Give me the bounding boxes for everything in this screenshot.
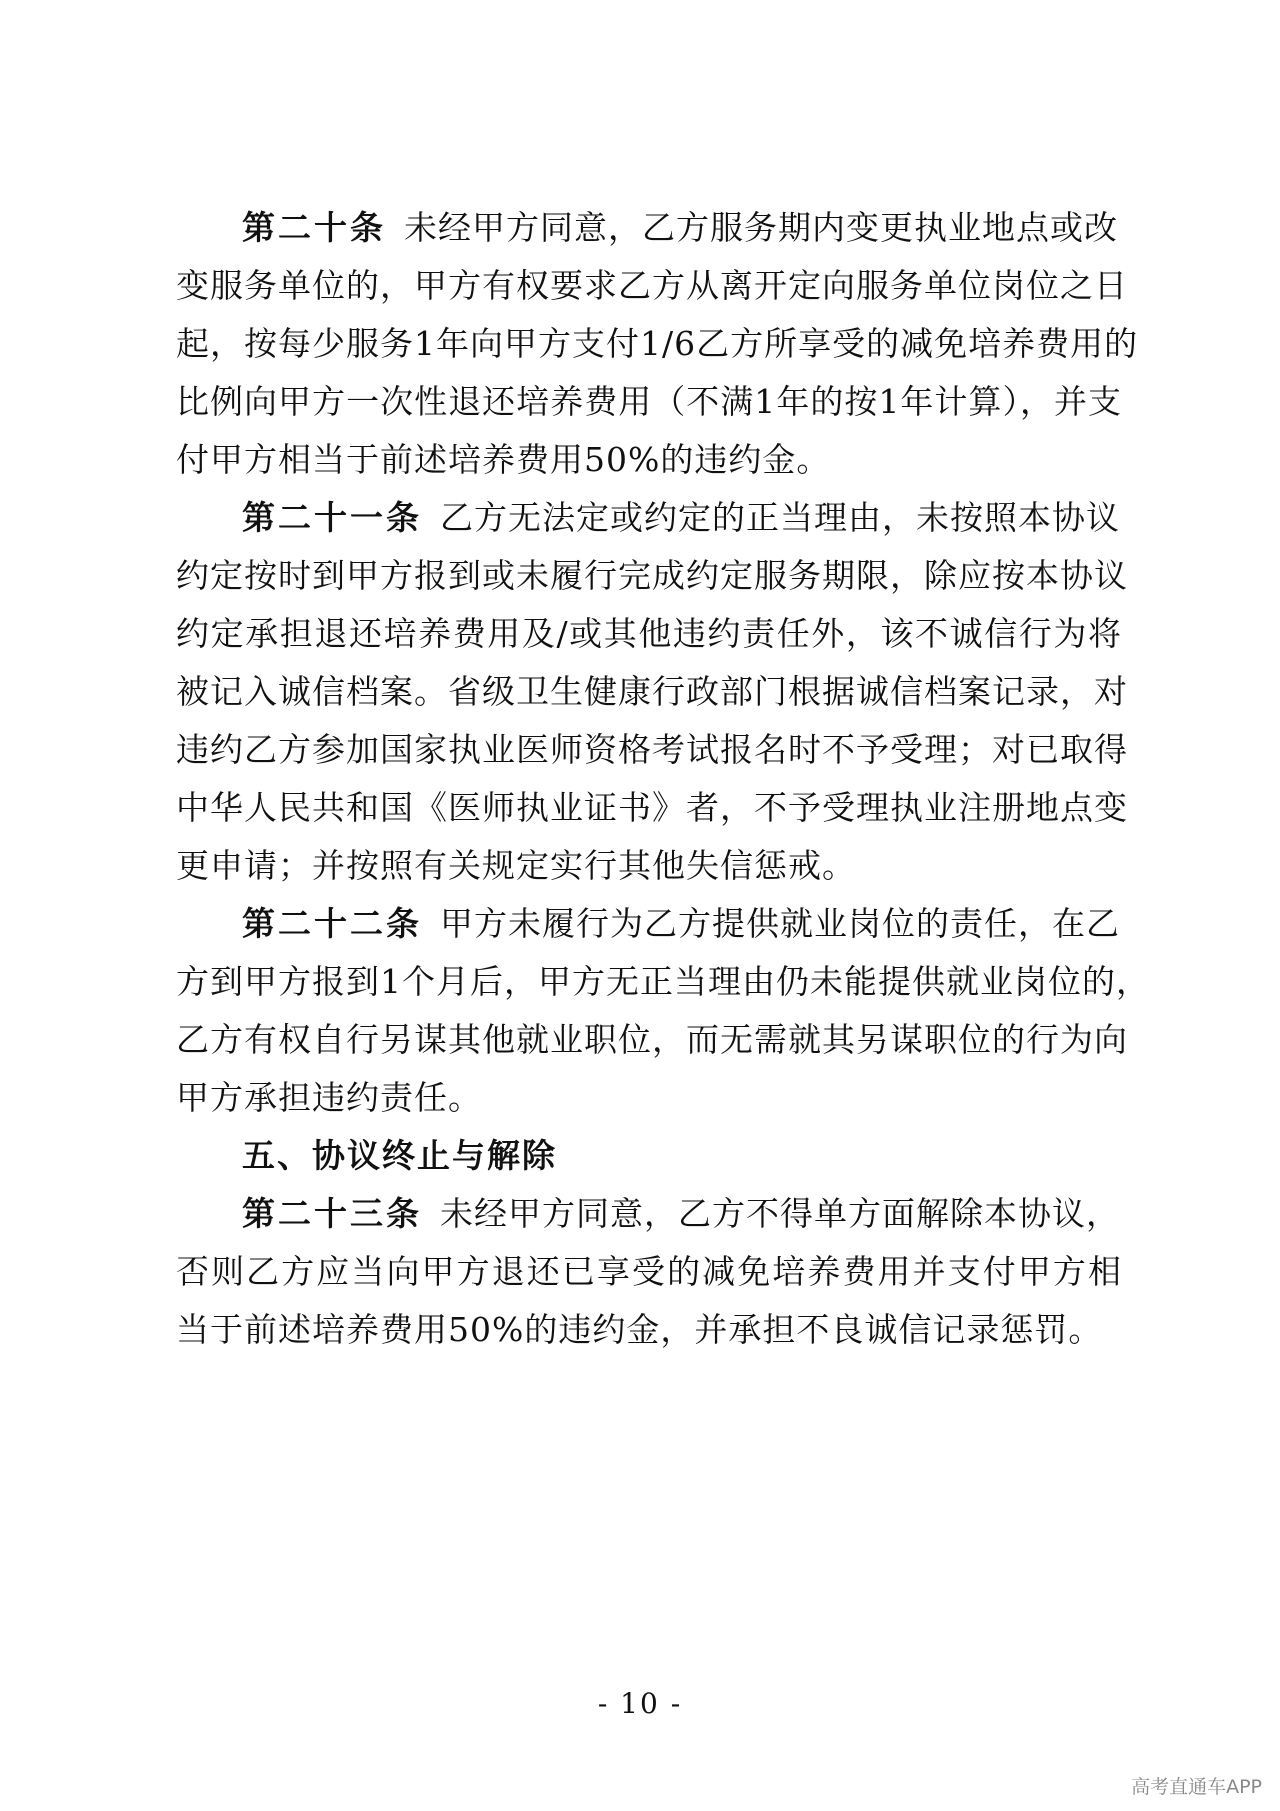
article-21-first-line	[242, 498, 1122, 538]
document-line: 被记入诚信档案。省级卫生健康行政部门根据诚信档案记录，对	[176, 672, 1128, 711]
section-heading: 五、协议终止与解除	[242, 1136, 557, 1175]
document-line: 方到甲方报到1个月后，甲方无正当理由仍未能提供就业岗位的，	[176, 962, 1150, 1001]
article-20-label: 第二十条	[242, 208, 386, 247]
article-20-first-line	[242, 208, 1122, 248]
article-22-text: 甲方未履行为乙方提供就业岗位的责任，在乙	[440, 904, 1120, 943]
document-line: 约定按时到甲方报到或未履行完成约定服务期限，除应按本协议	[176, 556, 1128, 595]
document-line: 违约乙方参加国家执业医师资格考试报名时不予受理；对已取得	[176, 730, 1128, 769]
article-23-first-line	[242, 1194, 1122, 1234]
document-line: 起，按每少服务1年向甲方支付1/6乙方所享受的减免培养费用的	[176, 324, 1139, 363]
document-line: 当于前述培养费用50%的违约金，并承担不良诚信记录惩罚。	[176, 1310, 1103, 1349]
article-22-first-line	[242, 904, 1122, 944]
document-line: 甲方承担违约责任。	[176, 1078, 482, 1117]
document-line: 更申请；并按照有关规定实行其他失信惩戒。	[176, 846, 856, 885]
watermark: 高考直通车APP	[1131, 1776, 1262, 1798]
document-line: 否则乙方应当向甲方退还已享受的减免培养费用并支付甲方相	[176, 1252, 1122, 1291]
document-line: 约定承担退还培养费用及/或其他违约责任外，该不诚信行为将	[176, 614, 1122, 653]
document-line: 中华人民共和国《医师执业证书》者，不予受理执业注册地点变	[176, 788, 1128, 827]
document-line: 乙方有权自行另谋其他就业职位，而无需就其另谋职位的行为向	[176, 1020, 1128, 1059]
page-number: - 10 -	[597, 1687, 683, 1720]
article-21-text: 乙方无法定或约定的正当理由，未按照本协议	[440, 498, 1120, 537]
document-line: 付甲方相当于前述培养费用50%的违约金。	[176, 440, 831, 479]
article-20-text: 未经甲方同意，乙方服务期内变更执业地点或改	[404, 208, 1118, 247]
document-line: 比例向甲方一次性退还培养费用（不满1年的按1年计算），并支	[176, 382, 1122, 421]
article-22-label: 第二十二条	[242, 904, 422, 943]
article-21-label: 第二十一条	[242, 498, 422, 537]
article-23-label: 第二十三条	[242, 1194, 422, 1233]
article-23-text: 未经甲方同意，乙方不得单方面解除本协议，	[440, 1194, 1120, 1233]
document-line: 变服务单位的，甲方有权要求乙方从离开定向服务单位岗位之日	[176, 266, 1128, 305]
